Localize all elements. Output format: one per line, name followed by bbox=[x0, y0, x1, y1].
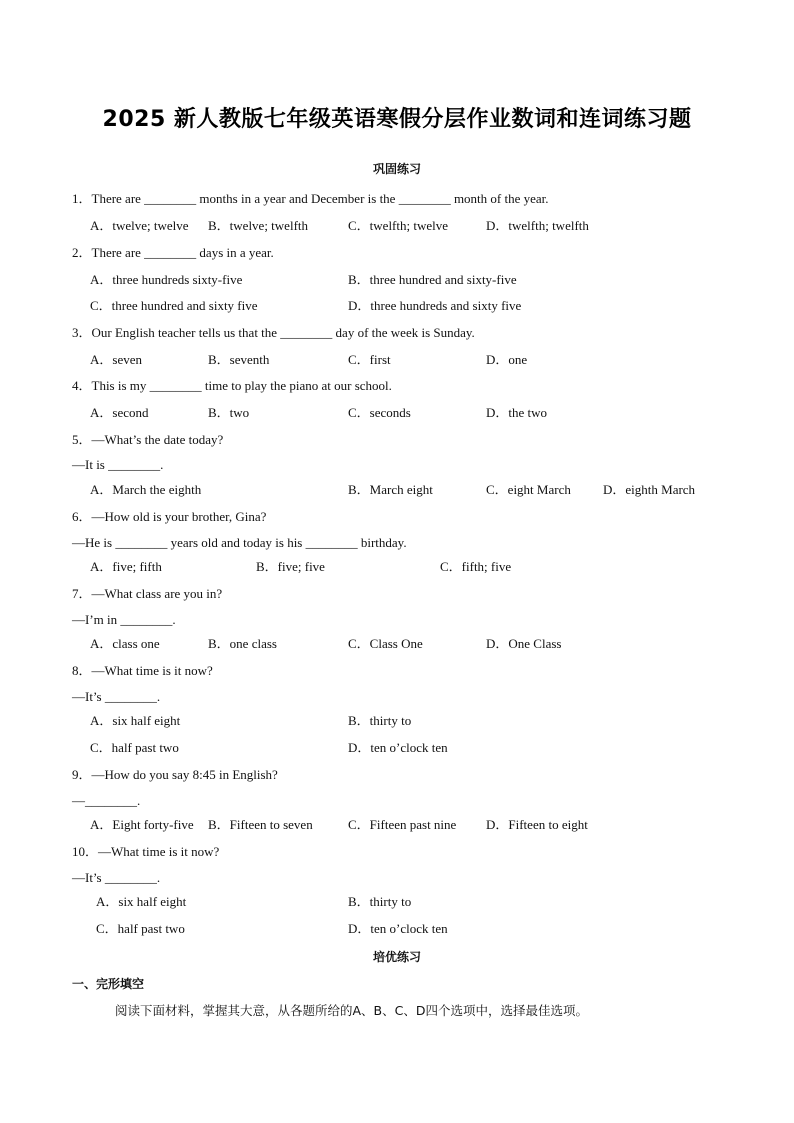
q2-option-d: D．three hundreds and sixty five bbox=[348, 298, 522, 313]
q1-option-c: C．twelfth; twelve bbox=[348, 218, 449, 233]
question-3-stem: 3．Our English teacher tells us that the ________ day of the week is Sunday. bbox=[72, 325, 475, 340]
q7-option-b: B．one class bbox=[208, 636, 277, 651]
q10-option-c: C．half past two bbox=[96, 921, 185, 936]
q2-option-b: B．three hundred and sixty-five bbox=[348, 272, 517, 287]
question-7-stem: 7．—What class are you in? bbox=[72, 586, 223, 601]
q10-option-b: B．thirty to bbox=[348, 894, 412, 909]
q1-option-b: B．twelve; twelfth bbox=[208, 218, 309, 233]
q9-option-a: A．Eight forty-five bbox=[90, 817, 194, 832]
q9-option-d: D．Fifteen to eight bbox=[486, 817, 588, 832]
question-1-stem: 1．There are ________ months in a year and December is the ________ month of the year. bbox=[72, 191, 549, 206]
q4-option-c: C．seconds bbox=[348, 405, 411, 420]
question-10-stem: 10．—What time is it now? bbox=[72, 844, 220, 859]
question-8-stem: 8．—What time is it now? bbox=[72, 663, 213, 678]
q5-option-b: B．March eight bbox=[348, 482, 433, 497]
question-6-stem: 6．—How old is your brother, Gina? bbox=[72, 509, 267, 524]
q1-option-a: A．twelve; twelve bbox=[90, 218, 189, 233]
q5-option-d: D．eighth March bbox=[603, 482, 696, 497]
q5-option-c: C．eight March bbox=[486, 482, 571, 497]
q10-option-d: D．ten o’clock ten bbox=[348, 921, 448, 936]
q8-option-c: C．half past two bbox=[90, 740, 179, 755]
question-7-reply: —I’m in ________. bbox=[72, 612, 176, 627]
q6-option-b: B．five; five bbox=[256, 559, 325, 574]
question-9-reply: —________. bbox=[72, 793, 141, 808]
q8-option-b: B．thirty to bbox=[348, 713, 412, 728]
q6-option-a: A．five; fifth bbox=[90, 559, 162, 574]
q7-option-d: D．One Class bbox=[486, 636, 562, 651]
q4-option-a: A．second bbox=[90, 405, 149, 420]
q7-option-a: A．class one bbox=[90, 636, 160, 651]
q5-option-a: A．March the eighth bbox=[90, 482, 202, 497]
q4-option-b: B．two bbox=[208, 405, 250, 420]
q8-option-a: A．six half eight bbox=[90, 713, 181, 728]
q3-option-a: A．seven bbox=[90, 352, 142, 367]
question-9-stem: 9．—How do you say 8:45 in English? bbox=[72, 767, 278, 782]
question-10-reply: —It’s ________. bbox=[72, 870, 161, 885]
section-heading-advanced: 培优练习 bbox=[372, 950, 421, 964]
q8-option-d: D．ten o’clock ten bbox=[348, 740, 448, 755]
q9-option-c: C．Fifteen past nine bbox=[348, 817, 457, 832]
q2-option-c: C．three hundred and sixty five bbox=[90, 298, 258, 313]
q2-option-a: A．three hundreds sixty-five bbox=[90, 272, 243, 287]
question-5-stem: 5．—What’s the date today? bbox=[72, 432, 224, 447]
q10-option-a: A．six half eight bbox=[96, 894, 187, 909]
part-heading-cloze: 一、完形填空 bbox=[72, 977, 145, 991]
q7-option-c: C．Class One bbox=[348, 636, 423, 651]
question-4-stem: 4．This is my ________ time to play the piano at our school. bbox=[72, 378, 392, 393]
section-heading-consolidation: 巩固练习 bbox=[372, 162, 421, 176]
q6-option-c: C．fifth; five bbox=[440, 559, 512, 574]
question-2-stem: 2．There are ________ days in a year. bbox=[72, 245, 274, 260]
question-5-reply: —It is ________. bbox=[72, 457, 164, 472]
q3-option-c: C．first bbox=[348, 352, 391, 367]
q1-option-d: D．twelfth; twelfth bbox=[486, 218, 589, 233]
q3-option-b: B．seventh bbox=[208, 352, 270, 367]
document-title: 2025 新人教版七年级英语寒假分层作业数词和连词练习题 bbox=[102, 107, 692, 132]
q3-option-d: D．one bbox=[486, 352, 528, 367]
q4-option-d: D．the two bbox=[486, 405, 548, 420]
question-8-reply: —It’s ________. bbox=[72, 689, 161, 704]
cloze-instruction: 阅读下面材料，掌握其大意，从各题所给的A、B、C、D四个选项中，选择最佳选项。 bbox=[115, 1003, 588, 1018]
question-6-reply: —He is ________ years old and today is his ________ birthday. bbox=[72, 535, 407, 550]
q9-option-b: B．Fifteen to seven bbox=[208, 817, 313, 832]
